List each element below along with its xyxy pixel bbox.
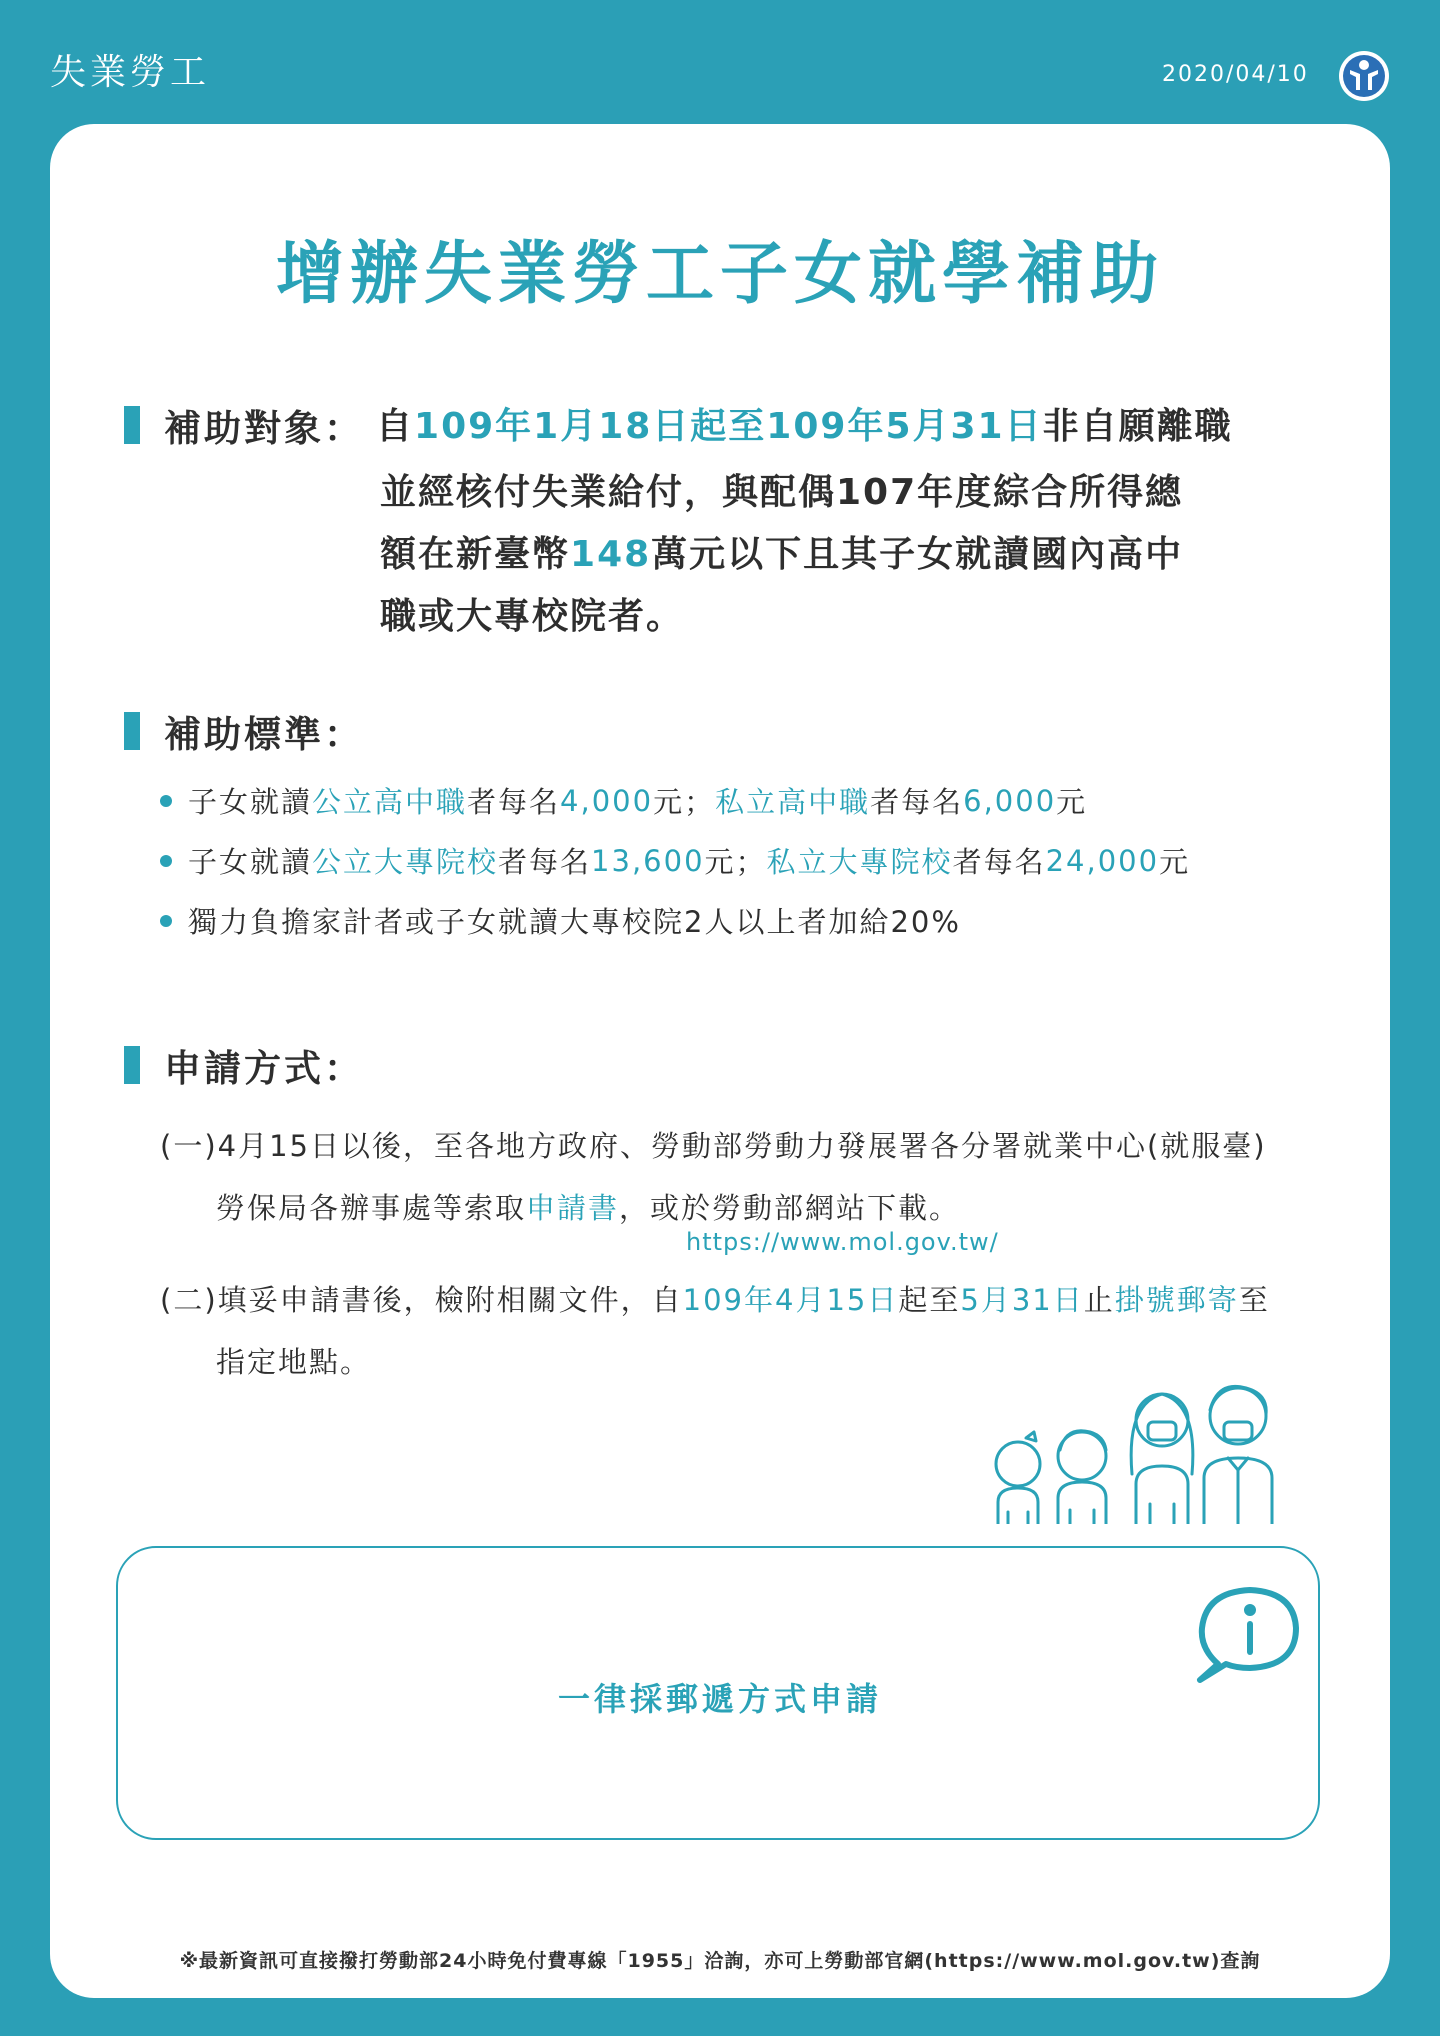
target-text: 自 bbox=[376, 406, 415, 447]
section-marker bbox=[124, 406, 140, 444]
section-marker bbox=[124, 1046, 140, 1084]
section-apply-heading bbox=[124, 1038, 364, 1092]
target-amount: 148 bbox=[570, 534, 652, 575]
apply-date: 5月31日 bbox=[960, 1283, 1084, 1317]
apply-method: 掛號郵寄 bbox=[1114, 1283, 1239, 1317]
standard-text: 子女就讀 bbox=[188, 785, 313, 819]
notice-box bbox=[116, 1546, 1320, 1840]
standard-text: 元； bbox=[653, 785, 716, 819]
mol-website-link[interactable]: https://www.mol.gov.tw/ bbox=[686, 1228, 999, 1256]
target-line-3 bbox=[380, 526, 1183, 577]
target-text: 額在新臺幣 bbox=[380, 534, 571, 575]
notice-text: 一律採郵遞方式申請 bbox=[557, 1680, 882, 1718]
footnote: ※最新資訊可直接撥打勞動部24小時免付費專線「1955」洽詢，亦可上勞動部官網(https://www.mol.gov.tw)查詢 bbox=[179, 1950, 1261, 1972]
standard-item-3 bbox=[160, 900, 961, 941]
apply-step-1-line-1: (一)4月15日以後，至各地方政府、勞動部勞動力發展署各分署就業中心(就服臺) bbox=[160, 1129, 1267, 1163]
standard-highlight: 私立大專院校 bbox=[766, 845, 953, 879]
header-date: 2020/04/10 bbox=[1162, 62, 1309, 87]
standard-highlight: 公立高中職 bbox=[312, 785, 468, 819]
standard-text: 元 bbox=[1159, 845, 1191, 879]
apply-text: ，或於勞動部網站下載。 bbox=[619, 1191, 961, 1225]
bullet-icon bbox=[160, 795, 172, 807]
target-line-4: 職或大專校院者。 bbox=[380, 596, 685, 637]
section-target-heading bbox=[124, 398, 364, 452]
standard-text: 元 bbox=[1056, 785, 1088, 819]
standard-amount: 24,000 bbox=[1045, 843, 1160, 878]
section-standard-label: 補助標準： bbox=[164, 713, 364, 756]
standard-item-1 bbox=[160, 780, 1087, 821]
target-line-2: 並經核付失業給付，與配偶107年度綜合所得總 bbox=[380, 472, 1184, 513]
standard-text: 元； bbox=[704, 845, 767, 879]
apply-step-1-line-2 bbox=[216, 1186, 960, 1227]
standard-amount: 6,000 bbox=[963, 783, 1057, 818]
standard-highlight: 私立高中職 bbox=[715, 785, 871, 819]
ministry-logo-icon bbox=[1338, 50, 1390, 102]
apply-text: 起至 bbox=[898, 1283, 961, 1317]
section-target-label: 補助對象： bbox=[164, 407, 364, 450]
info-bubble-icon bbox=[1194, 1582, 1304, 1686]
target-text: 萬元以下且其子女就讀國內高中 bbox=[651, 534, 1184, 575]
apply-step-2-line-1 bbox=[160, 1278, 1270, 1319]
target-line-1 bbox=[376, 398, 1233, 449]
standard-text: 子女就讀 bbox=[188, 845, 313, 879]
standard-text: 者每名 bbox=[952, 845, 1046, 879]
apply-text: 勞保局各辦事處等索取 bbox=[216, 1191, 527, 1225]
apply-text: 止 bbox=[1083, 1283, 1115, 1317]
target-text: 非自願離職 bbox=[1042, 406, 1233, 447]
page-title: 增辦失業勞工子女就學補助 bbox=[275, 235, 1164, 314]
standard-amount: 13,600 bbox=[591, 843, 705, 878]
standard-text: 者每名 bbox=[467, 785, 561, 819]
standard-text: 者每名 bbox=[498, 845, 592, 879]
standard-item-2 bbox=[160, 840, 1190, 881]
section-apply-label: 申請方式： bbox=[164, 1047, 364, 1090]
content-card bbox=[50, 124, 1390, 1998]
standard-amount: 4,000 bbox=[560, 783, 654, 818]
apply-text: (二)填妥申請書後，檢附相關文件，自 bbox=[160, 1283, 683, 1317]
apply-text: 至 bbox=[1238, 1283, 1270, 1317]
family-icon bbox=[982, 1364, 1302, 1524]
standard-highlight: 公立大專院校 bbox=[312, 845, 499, 879]
apply-step-2-line-2: 指定地點。 bbox=[216, 1345, 372, 1379]
standard-text: 者每名 bbox=[870, 785, 964, 819]
section-marker bbox=[124, 712, 140, 750]
header-category: 失業勞工 bbox=[50, 52, 211, 93]
bullet-icon bbox=[160, 855, 172, 867]
section-standard-heading bbox=[124, 704, 364, 758]
bullet-icon bbox=[160, 915, 172, 927]
apply-date: 109年4月15日 bbox=[682, 1283, 899, 1317]
application-form-link[interactable]: 申請書 bbox=[526, 1191, 620, 1225]
target-date-range: 109年1月18日起至109年5月31日 bbox=[414, 406, 1043, 447]
standard-text: 獨力負擔家計者或子女就讀大專校院2人以上者加給20% bbox=[188, 905, 961, 939]
